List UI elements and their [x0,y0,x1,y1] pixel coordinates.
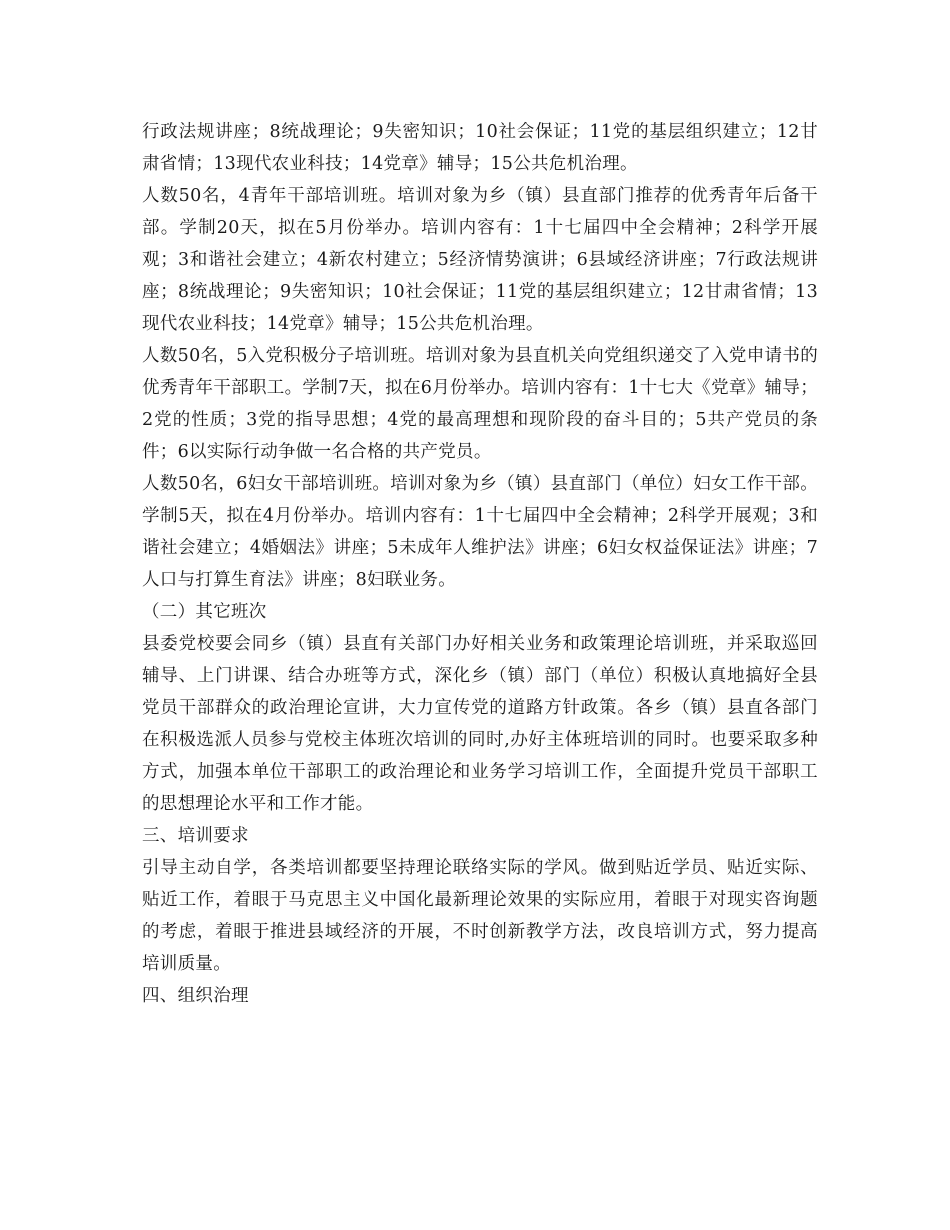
section-heading-other-classes: （二）其它班次 [142,602,267,622]
paragraph-training-requirements: 引导主动自学，各类培训都要坚持理论联络实际的学风。做到贴近学员、贴近实际、贴近工作，着眼于马克思主义中国化最新理论效果的实际应用，着眼于对现实咨询题的考虑，着眼于推进县域经济的开展，不时创新教学方法，改良培训方式，努力提高培训质量。 [142,858,818,974]
section-heading-training-requirements: 三、培训要求 [142,826,249,846]
paragraph-youth-cadre-class: 人数50名，4青年干部培训班。培训对象为乡（镇）县直部门推荐的优秀青年后备干部。学制20天，拟在5月份举办。培训内容有：1十七届四中全会精神；2科学开展观；3和谐社会建立；4新农村建立；5经济情势演讲；6县域经济讲座；7行政法规讲座；8统战理论；9失密知识；10社会保证；11党的基层组织建立；12甘肃省情；13现代农业科技；14党章》辅导；15公共危机治理。 [142,186,818,334]
paragraph-women-cadre-class: 人数50名，6妇女干部培训班。培训对象为乡（镇）县直部门（单位）妇女工作干部。学制5天，拟在4月份举办。培训内容有：1十七届四中全会精神；2科学开展观；3和谐社会建立；4婚姻法》讲座；5未成年人维护法》讲座；6妇女权益保证法》讲座；7人口与打算生育法》讲座；8妇联业务。 [142,474,818,590]
section-heading-organization-management: 四、组织治理 [142,986,249,1006]
paragraph-other-classes: 县委党校要会同乡（镇）县直有关部门办好相关业务和政策理论培训班，并采取巡回辅导、上门讲课、结合办班等方式，深化乡（镇）部门（单位）积极认真地搞好全县党员干部群众的政治理论宣讲，大力宣传党的道路方针政策。各乡（镇）县直各部门在积极选派人员参与党校主体班次培训的同时,办好主体班培训的同时。也要采取多种方式，加强本单位干部职工的政治理论和业务学习培训工作，全面提升党员干部职工的思想理论水平和工作才能。 [142,634,818,814]
document-body [142,116,818,1012]
paragraph-course-list-continued: 行政法规讲座；8统战理论；9失密知识；10社会保证；11党的基层组织建立；12甘肃省情；13现代农业科技；14党章》辅导；15公共危机治理。 [142,122,818,174]
paragraph-party-activist-class: 人数50名，5入党积极分子培训班。培训对象为县直机关向党组织递交了入党申请书的优秀青年干部职工。学制7天，拟在6月份举办。培训内容有：1十七大《党章》辅导；2党的性质；3党的指导思想；4党的最高理想和现阶段的奋斗目的；5共产党员的条件；6以实际行动争做一名合格的共产党员。 [142,346,818,462]
